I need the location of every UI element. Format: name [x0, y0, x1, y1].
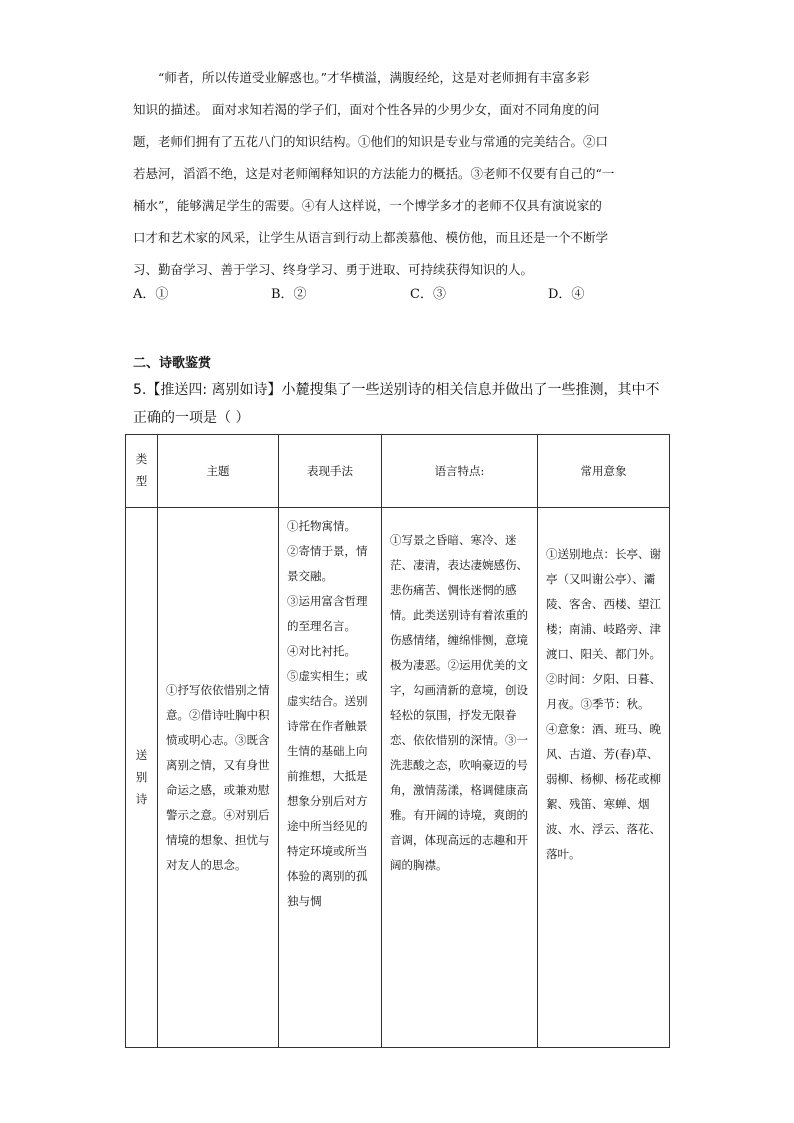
section-title: 二、诗歌鉴赏: [133, 356, 212, 371]
passage-line: 题，老师们拥有了五花八门的知识结构。①他们的知识是专业与常通的完美结合。②口: [133, 134, 609, 149]
cell-type: 送别诗: [126, 508, 158, 1048]
option-d[interactable]: D．④: [548, 287, 585, 302]
header-theme: 主题: [158, 435, 279, 508]
header-imagery: 常用意象: [538, 435, 670, 508]
cell-language: ①写景之昏暗、寒冷、迷茫、凄清，表达凄婉感伤、悲伤痛苦、惆怅迷惘的感情。此类送别诗有着浓重的伤感情绪，缠绵悱恻，意境极为凄恶。②运用优美的文字，勾画清新的意境，创设轻松的氛围，抒发无限眷恋、依依惜别的深情。③一洗悲酸之态，吹响豪迈的号角，激情荡漾，格调健康高雅。有开阔的诗境，爽朗的音调，体现高远的志趣和开阔的胸襟。: [382, 508, 538, 1048]
poetry-table: [125, 434, 670, 1048]
header-language: 语言特点:: [382, 435, 538, 508]
header-type: 类型: [126, 435, 158, 508]
answer-options: [133, 283, 665, 307]
passage: [133, 62, 665, 286]
cell-technique: ①托物寓情。 ②寄情于景，情景交融。 ③运用富含哲理的至理名言。 ④对比衬托。 ⑤虚实相生；或虚实结合。送别诗常在作者触景生情的基础上向前推想，大抵是想象分别后对方途中所当经见的特定环境或所当体验的离别的孤独与惆: [279, 508, 382, 1048]
passage-line: 若悬河，滔滔不绝，这是对老师阐释知识的方法能力的概括。③老师不仅要有自己的“一: [133, 166, 615, 181]
passage-line: 桶水”，能够满足学生的需要。④有人这样说，一个博学多才的老师不仅具有演说家的: [133, 198, 602, 213]
header-technique: 表现手法: [279, 435, 382, 508]
table-header-row: [126, 435, 670, 508]
passage-line: 口才和艺术家的风采，让学生从语言到行动上都羡慕他、模仿他，而且还是一个不断学: [133, 230, 609, 245]
cell-imagery: ①送别地点：长亭、谢亭（又叫谢公亭）、灞陵、客舍、西楼、望江楼；南浦、岐路旁、津渡口、阳关、都门外。②时间：夕阳、日暮、月夜。③季节：秋。 ④意象：酒、班马、晚风、古道、芳(春)草、弱柳、杨柳、杨花或柳絮、残笛、寒蝉、烟波、水、浮云、落花、落叶。: [538, 508, 670, 1048]
table-row: [126, 508, 670, 1048]
passage-line: 知识的描述。 面对求知若渴的学子们，面对个性各异的少男少女，面对不同角度的问: [133, 102, 600, 117]
passage-line: “师者，所以传道受业解惑也。”才华横溢，满腹经纶，这是对老师拥有丰富多彩: [158, 70, 590, 85]
passage-line: 习、勤奋学习、善于学习、终身学习、勇于进取、可持续获得知识的人。: [133, 262, 534, 277]
option-c[interactable]: C．③: [410, 287, 446, 302]
option-a[interactable]: A．①: [133, 287, 169, 302]
option-b[interactable]: B．②: [271, 287, 307, 302]
cell-theme: ①抒写依依惜别之情意。②借诗吐胸中积愤或明心志。③既含离别之情，又有身世命运之感，或兼劝慰警示之意。④对别后情境的想象、担忧与对友人的思念。: [158, 508, 279, 1048]
question-text: 5.【推送四: 离别如诗】小麓搜集了一些送别诗的相关信息并做出了一些推测，其中不正确的一项是（ ）: [133, 382, 660, 426]
